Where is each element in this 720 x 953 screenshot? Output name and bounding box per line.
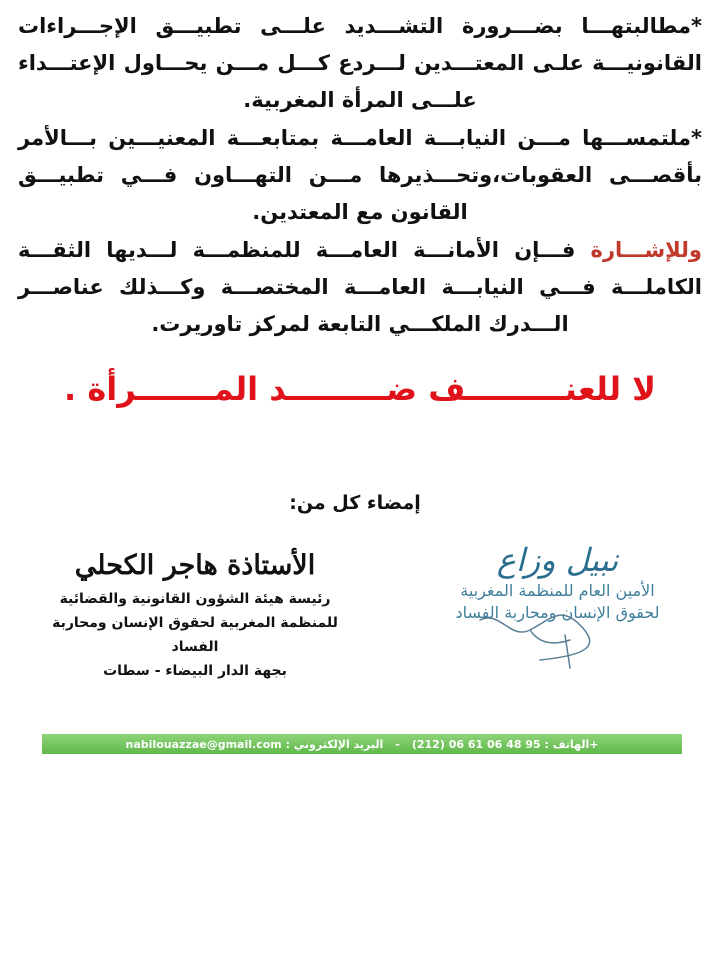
contact-footer-band: [42, 734, 682, 754]
signature-name: الأستاذة هاجر الكحلي: [74, 550, 316, 581]
handwritten-signature-icon: [470, 600, 620, 670]
phone-number: الهاتف : 95 48 06 61 06 (212)+: [411, 737, 599, 751]
demand-paragraph-2: *ملتمســـها مـــن النيابـــة العامـــة بمتابعـــة المعنيـــين بـــالأمر بأقصـــى العقوبات،وتحـــذيرها مـــن التهـــاون فـــي تطبيـــق القانون مع المعتدين.: [18, 126, 702, 224]
signature-block-legal-affairs: [35, 545, 355, 683]
slogan-heading: لا للعنـــــــــف ضـــــــــد المـــــــرأة .: [64, 370, 656, 408]
signature-role-line: لحقوق الإنسان ومحاربة الفساد: [455, 603, 660, 622]
signature-role-line: للمنظمة المغربية لحقوق الإنسان ومحاربة الفساد: [52, 615, 338, 655]
footer-separator: -: [395, 737, 400, 751]
signature-role-line: بجهة الدار البيضاء - سطات: [103, 663, 287, 679]
signature-role-line: الأمين العام للمنظمة المغربية: [460, 581, 655, 600]
signature-name: نبيل وزاع: [496, 541, 619, 579]
email-address: البريد الإلكتروني : nabilouazzae@gmail.com: [125, 737, 384, 751]
trust-paragraph: [18, 232, 702, 343]
demand-paragraph-1: *مطالبتهـــا بضـــرورة التشـــديد علـــى تطبيـــق الإجـــراءات القانونيـــة علـى المعتـــدين لـــردع كـــل مـــن يحـــاول الإعتـــداء علـــى المرأة المغربية.: [18, 14, 702, 112]
note-accent-word: وللإشـــارة: [590, 238, 702, 262]
signature-role-line: رئيسة هيئة الشؤون القانونية والقضائية: [59, 591, 331, 607]
signed-by-label: إمضاء كل من:: [289, 492, 421, 514]
trust-paragraph-text: فـــإن الأمانـــة العامـــة للمنظمـــة لـــديها الثقـــة الكاملـــة فـــي النيابـــة العامـــة المختصـــة وكـــذلك عناصـــر الـــدرك الملكـــي التابعة لمركز تاوريرت.: [18, 238, 702, 336]
